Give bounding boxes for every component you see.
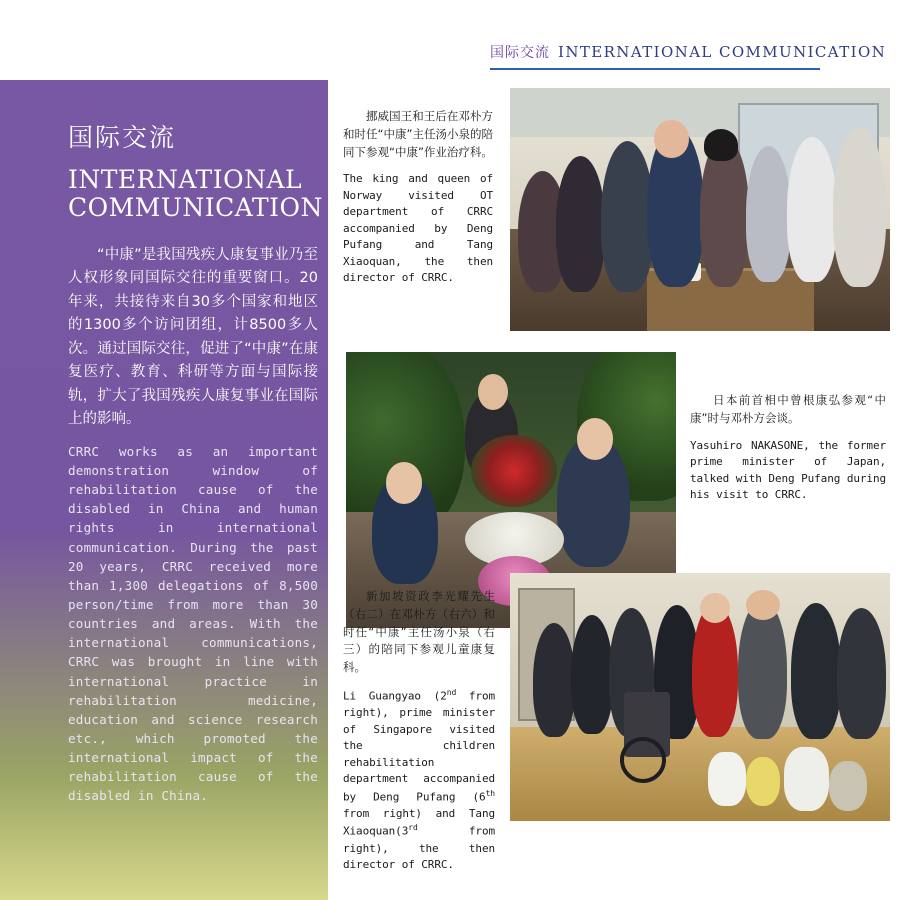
caption-nakasone-cn: 日本前首相中曾根康弘参观“中康”时与邓朴方会谈。	[690, 393, 886, 425]
photo3-person-li-guangyao	[738, 600, 787, 739]
running-header-en: INTERNATIONAL COMMUNICATION	[558, 43, 887, 61]
running-header-cn: 国际交流	[490, 45, 550, 61]
running-header	[490, 42, 887, 70]
photo3-nurse	[784, 747, 830, 811]
caption-nakasone-en: Yasuhiro NAKASONE, the former prime minister of Japan, talked with Deng Pufang during his visit to CRRC.	[690, 438, 886, 502]
caption-singapore-en-part3: from right) and Tang Xiaoquan(3	[343, 806, 495, 839]
photo1-hat	[704, 129, 738, 161]
caption-block-nakasone	[690, 392, 886, 504]
photo3-child	[746, 757, 780, 807]
photo2-face	[478, 374, 508, 410]
photo-norway-king-queen	[510, 88, 890, 331]
photo3-person-red-coat	[692, 603, 738, 737]
photo3-child	[829, 761, 867, 811]
photo3-person	[571, 615, 613, 734]
left-panel-content	[68, 118, 323, 806]
caption-block-singapore	[343, 588, 495, 874]
header-rule	[490, 68, 820, 70]
caption-singapore-en	[343, 687, 495, 873]
photo1-scene	[510, 88, 890, 331]
photo2-face	[577, 418, 613, 459]
caption-norway-cn: 挪威国王和王后在邓朴方和时任“中康”主任汤小泉的陪同下参观“中康”作业治疗科。	[343, 109, 493, 159]
photo2-flower-arrangement	[471, 435, 557, 507]
caption-singapore-sup3: rd	[408, 823, 418, 833]
caption-singapore-sup2: th	[485, 788, 495, 798]
photo-singapore-pm-visit	[510, 573, 890, 821]
photo1-person-doctor	[787, 137, 836, 283]
photo1-person	[556, 156, 605, 292]
caption-block-norway	[343, 108, 493, 287]
photo2-face	[386, 462, 422, 503]
photo1-person-doctor	[833, 127, 886, 287]
page-title-cn: 国际交流	[68, 123, 177, 152]
caption-singapore-en-part1: Li Guangyao (2	[343, 689, 447, 703]
photo3-person	[791, 603, 840, 739]
photo3-child	[708, 752, 746, 807]
caption-norway-en: The king and queen of Norway visited OT department of CRRC accompanied by Deng Pufang and Tang Xiaoquan, the then director of CRRC.	[343, 172, 493, 285]
caption-singapore-en-part4: from right), the then director of CRRC.	[343, 825, 495, 872]
left-color-panel	[0, 80, 328, 900]
caption-singapore-cn: 新加坡资政李光耀先生（右二）在邓朴方（右六）和时任“中康”主任汤小泉（右三）的陪同下参观儿童康复科。	[343, 589, 495, 675]
photo3-face	[746, 590, 780, 620]
content-column	[328, 80, 900, 900]
photo3-scene	[510, 573, 890, 821]
intro-paragraph-en: CRRC works as an important demonstration window of rehabilitation cause of the disabled in China and human rights in international communication. During the past 20 years, CRRC received more than 1,300 delegations of 8,500 person/time from more than 30 countries and areas. With the international communications, CRRC was brought in line with international practice in rehabilitation medicine, education and science research etc., which promoted the international impact of the rehabilitation cause of the disabled in China.	[68, 443, 318, 804]
photo3-wheelchair-wheel	[620, 737, 666, 783]
photo3-person	[533, 623, 575, 737]
page-title-en: INTERNATIONAL COMMUNICATION	[68, 165, 323, 222]
photo1-face	[654, 120, 688, 159]
photo3-person	[837, 608, 886, 739]
photo1-person-staff	[746, 146, 792, 282]
caption-singapore-en-part2: from right), prime minister of Singapore visited the children rehabilitation department accompanied by Deng Pufang (6	[343, 689, 495, 804]
intro-paragraph-cn: “中康”是我国残疾人康复事业乃至人权形象同国际交往的重要窗口。20年来，共接待来自30多个国家和地区的1300多个访问团组，计8500多人次。通过国际交往，促进了“中康”在康复医疗、教育、科研等方面与国际接轨，扩大了我国残疾人康复事业在国际上的影响。	[68, 247, 318, 428]
caption-singapore-sup1: nd	[446, 688, 457, 698]
photo3-face	[700, 593, 730, 623]
